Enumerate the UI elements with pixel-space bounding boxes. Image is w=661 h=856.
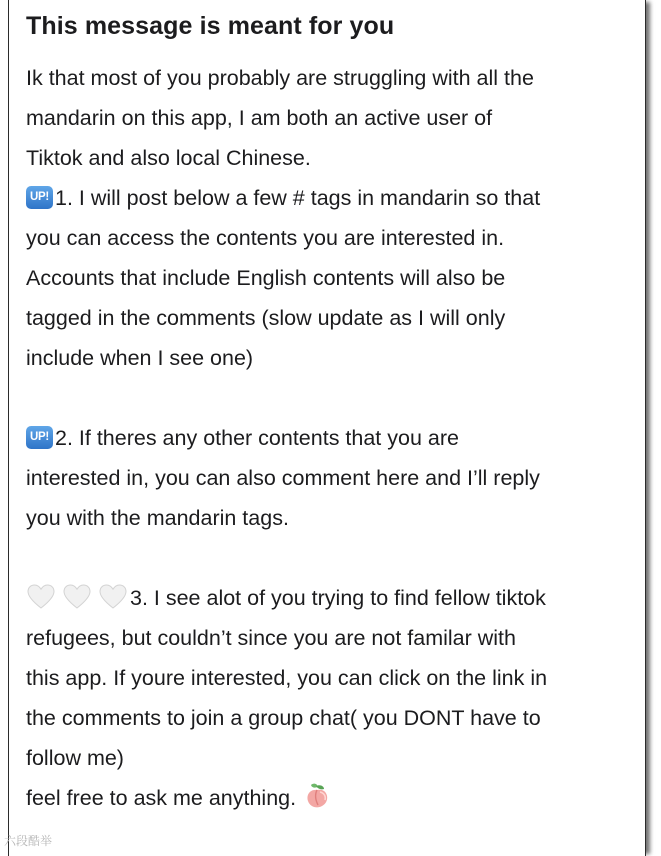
post-line: the comments to join a group chat( you DONT have to (26, 706, 541, 730)
post-line: follow me) (26, 746, 124, 770)
post-line: 1. I will post below a few # tags in mandarin so that (55, 186, 541, 210)
up-button-icon: UP! (26, 186, 53, 209)
post-line: feel free to ask me anything. (26, 786, 297, 810)
white-heart-icon (98, 582, 128, 612)
post-line: tagged in the comments (slow update as I will only (26, 306, 506, 330)
post-line-closing (26, 778, 641, 818)
post-line-item-1 (26, 178, 641, 218)
message-card (8, 0, 646, 856)
post-line: Tiktok and also local Chinese. (26, 146, 311, 170)
paragraph-spacer (26, 538, 641, 578)
post-line: you with the mandarin tags. (26, 506, 289, 530)
post-line-item-3 (26, 578, 641, 618)
post-line: you can access the contents you are interested in. (26, 226, 505, 250)
white-heart-icon (62, 582, 92, 612)
post-body (26, 58, 641, 818)
post-line: Ik that most of you probably are struggling with all the (26, 66, 534, 90)
watermark: 六段酷举 (4, 834, 53, 848)
post-line: mandarin on this app, I am both an active user of (26, 106, 493, 130)
post-line: 2. If theres any other contents that you are (55, 426, 459, 450)
post-line: interested in, you can also comment here and I’ll reply (26, 466, 540, 490)
post-line: Accounts that include English contents will also be (26, 266, 506, 290)
up-button-icon: UP! (26, 426, 53, 449)
white-heart-icon (26, 582, 56, 612)
peach-icon (302, 781, 332, 811)
paragraph-spacer (26, 378, 641, 418)
post-line: refugees, but couldn’t since you are not familar with (26, 626, 516, 650)
post-title: This message is meant for you (26, 12, 395, 40)
post-line-item-2 (26, 418, 641, 458)
post-line: this app. If youre interested, you can click on the link in (26, 666, 548, 690)
post-line: 3. I see alot of you trying to find fellow tiktok (130, 586, 546, 610)
post-line: include when I see one) (26, 346, 254, 370)
